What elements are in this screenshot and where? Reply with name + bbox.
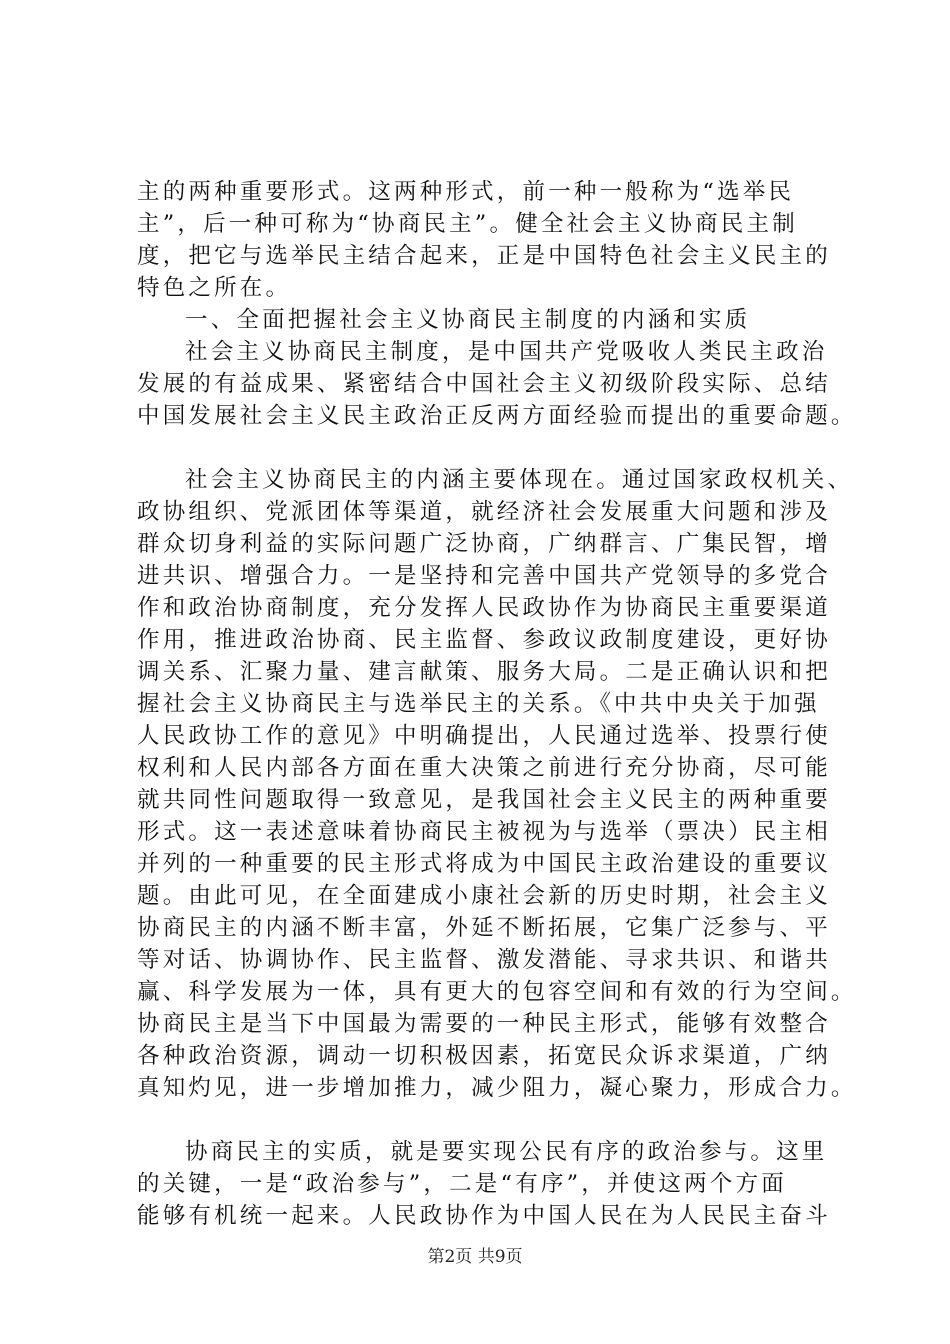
document-body <box>137 176 857 1232</box>
text-line: 等对话、协调协作、民主监督、激发潜能、寻求共识、和谐共 <box>137 947 831 973</box>
text-line: 社会主义协商民主制度，是中国共产党吸收人类民主政治 <box>185 339 828 365</box>
page-footer: 第2页 共9页 <box>427 1247 523 1267</box>
text-line: 协商民主的内涵不断丰富，外延不断拓展，它集广泛参与、平 <box>137 915 831 941</box>
text-line: 政协组织、党派团体等渠道，就经济社会发展重大问题和涉及 <box>137 499 831 525</box>
text-line: 主的两种重要形式。这两种形式，前一种一般称为“选举民 <box>137 179 795 205</box>
text-line: 进共识、增强合力。一是坚持和完善中国共产党领导的多党合 <box>137 563 831 589</box>
text-line: 的关键，一是“政治参与”，二是“有序”，并使这两个方面 <box>137 1171 787 1197</box>
text-line: 群众切身利益的实际问题广泛协商，广纳群言、广集民智，增 <box>137 531 831 557</box>
text-line: 赢、科学发展为一体，具有更大的包容空间和有效的行为空间。 <box>137 979 857 1005</box>
text-line: 特色之所在。 <box>137 275 292 301</box>
paragraph-gap <box>137 432 837 464</box>
text-line: 真知灼见，进一步增加推力，减少阻力，凝心聚力，形成合力。 <box>137 1075 857 1101</box>
text-line: 协商民主是当下中国最为需要的一种民主形式，能够有效整合 <box>137 1011 831 1037</box>
text-line: 调关系、汇聚力量、建言献策、服务大局。二是正确认识和把 <box>137 659 831 685</box>
text-line: 握社会主义协商民主与选举民主的关系。《中共中央关于加强 <box>137 691 820 717</box>
text-line: 度，把它与选举民主结合起来，正是中国特色社会主义民主的 <box>137 243 831 269</box>
text-line: 主”，后一种可称为“协商民主”。健全社会主义协商民主制 <box>137 211 798 237</box>
text-line: 形式。这一表述意味着协商民主被视为与选举（票决）民主相 <box>137 819 831 845</box>
text-line: 作和政治协商制度，充分发挥人民政协作为协商民主重要渠道 <box>137 595 831 621</box>
paragraph-gap <box>137 1104 837 1136</box>
text-line: 题。由此可见，在全面建成小康社会新的历史时期，社会主义 <box>137 883 831 909</box>
text-line: 一、全面把握社会主义协商民主制度的内涵和实质 <box>185 307 751 333</box>
text-line: 权利和人民内部各方面在重大决策之前进行充分协商，尽可能 <box>137 755 831 781</box>
text-line: 并列的一种重要的民主形式将成为中国民主政治建设的重要议 <box>137 851 831 877</box>
text-line: 社会主义协商民主的内涵主要体现在。通过国家政权机关、 <box>185 467 854 493</box>
text-line: 能够有机统一起来。人民政协作为中国人民在为人民民主奋斗 <box>137 1203 831 1229</box>
text-line: 各种政治资源，调动一切积极因素，拓宽民众诉求渠道，广纳 <box>137 1043 831 1069</box>
text-line: 就共同性问题取得一致意见，是我国社会主义民主的两种重要 <box>137 787 831 813</box>
text-line: 中国发展社会主义民主政治正反两方面经验而提出的重要命题。 <box>137 403 857 429</box>
text-line: 人民政协工作的意见》中明确提出，人民通过选举、投票行使 <box>137 723 831 749</box>
text-line: 作用，推进政治协商、民主监督、参政议政制度建设，更好协 <box>137 627 831 653</box>
text-line: 发展的有益成果、紧密结合中国社会主义初级阶段实际、总结 <box>137 371 831 397</box>
text-line: 协商民主的实质，就是要实现公民有序的政治参与。这里 <box>185 1139 828 1165</box>
